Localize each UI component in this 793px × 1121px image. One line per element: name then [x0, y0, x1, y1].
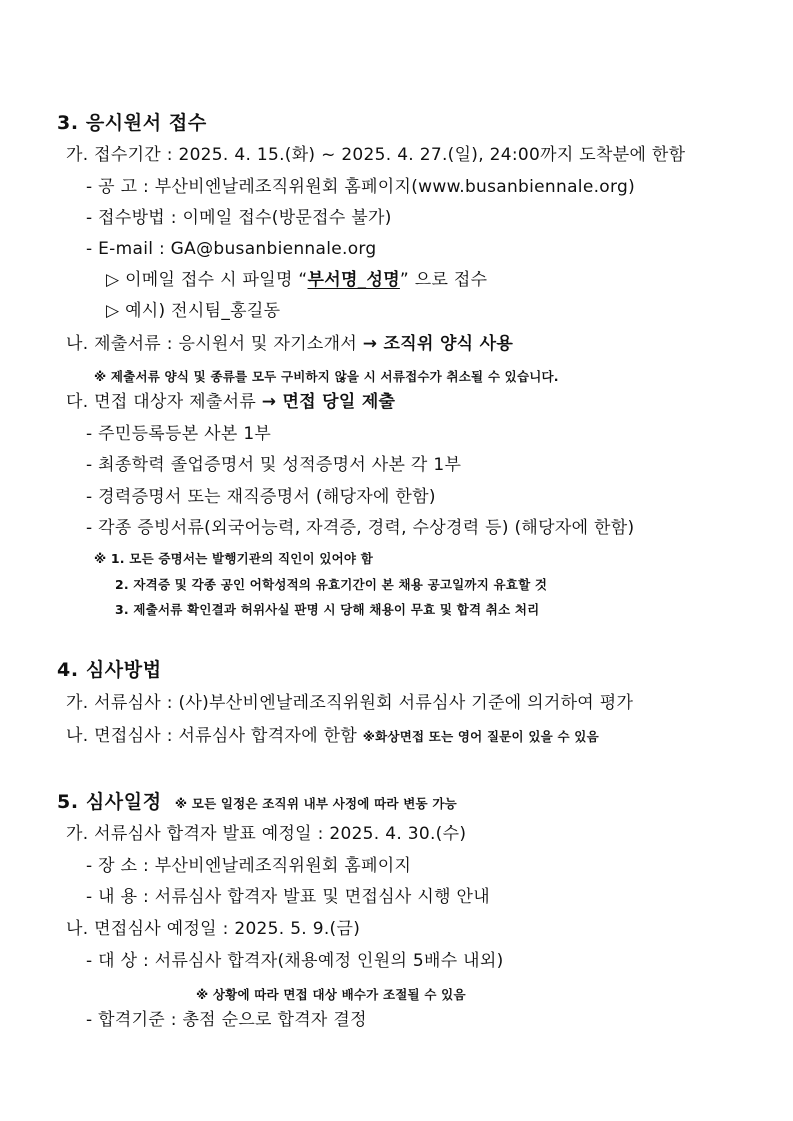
sec5-interview-target: - 대 상 : 서류심사 합격자(채용예정 인원의 5배수 내외)	[86, 951, 504, 971]
sec3-filename-rule	[106, 268, 487, 292]
doc-item-certificates: - 각종 증빙서류(외국어능력, 자격증, 경력, 수상경력 등) (해당자에 한함)	[86, 518, 635, 538]
sec5-interview-note: ※ 상황에 따라 면접 대상 배수가 조절될 수 있음	[196, 987, 466, 1002]
interview-screening-text: 나. 면접심사 : 서류심사 합격자에 한함	[66, 726, 363, 746]
filename-rule-format: 부서명_성명	[307, 270, 400, 290]
submission-docs-emphasis: → 조직위 양식 사용	[362, 334, 514, 354]
section-3-heading: 3. 응시원서 접수	[57, 112, 207, 134]
section-5-note: ※ 모든 일정은 조직위 내부 사정에 따라 변동 가능	[174, 796, 457, 811]
sec3-receipt-method: - 접수방법 : 이메일 접수(방문접수 불가)	[86, 208, 392, 228]
sec5-doc-result-date: 가. 서류심사 합격자 발표 예정일 : 2025. 4. 30.(수)	[66, 824, 467, 844]
sec3-interview-docs	[66, 390, 395, 414]
sec3-cert-note-1: ※ 1. 모든 증명서는 발행기관의 직인이 있어야 함	[94, 551, 374, 566]
sec3-receipt-period: 가. 접수기간 : 2025. 4. 15.(화) ~ 2025. 4. 27.(일), 24:00까지 도착분에 한함	[66, 145, 686, 165]
sec3-announcement: - 공 고 : 부산비엔날레조직위원회 홈페이지(www.busanbiennale.org)	[86, 177, 635, 197]
submission-docs-text: 나. 제출서류 : 응시원서 및 자기소개서	[66, 334, 363, 354]
sec5-result-place: - 장 소 : 부산비엔날레조직위원회 홈페이지	[86, 856, 412, 876]
section-5-title: 5. 심사일정	[57, 791, 162, 813]
sec3-cert-note-3: 3. 제출서류 확인결과 허위사실 판명 시 당해 채용이 무효 및 합격 취소 처리	[115, 602, 540, 617]
sec3-submission-note: ※ 제출서류 양식 및 종류를 모두 구비하지 않을 시 서류접수가 취소될 수 있습니다.	[94, 369, 559, 384]
sec3-filename-example: ▷ 예시) 전시팀_홍길동	[106, 301, 281, 321]
doc-item-education: - 최종학력 졸업증명서 및 성적증명서 사본 각 1부	[86, 455, 462, 475]
sec5-interview-date: 나. 면접심사 예정일 : 2025. 5. 9.(금)	[66, 919, 361, 939]
section-4-heading: 4. 심사방법	[57, 659, 162, 681]
sec4-document-screening: 가. 서류심사 : (사)부산비엔날레조직위원회 서류심사 기준에 의거하여 평가	[66, 693, 634, 713]
interview-screening-note: ※화상면접 또는 영어 질문이 있을 수 있음	[362, 729, 599, 744]
section-5-heading	[57, 790, 457, 816]
doc-item-resident-register: - 주민등록등본 사본 1부	[86, 424, 272, 444]
interview-docs-emphasis: → 면접 당일 제출	[261, 392, 396, 412]
sec3-cert-note-2: 2. 자격증 및 각종 공인 어학성적의 유효기간이 본 채용 공고일까지 유효할 것	[115, 577, 548, 592]
interview-docs-text: 다. 면접 대상자 제출서류	[66, 392, 262, 412]
sec5-result-content: - 내 용 : 서류심사 합격자 발표 및 면접심사 시행 안내	[86, 887, 490, 907]
sec5-pass-criteria: - 합격기준 : 총점 순으로 합격자 결정	[86, 1010, 367, 1030]
sec4-interview-screening	[66, 724, 599, 749]
sec3-submission-docs	[66, 332, 513, 356]
filename-rule-prefix: ▷ 이메일 접수 시 파일명 “	[106, 270, 308, 290]
sec3-email: - E-mail : GA@busanbiennale.org	[86, 239, 377, 259]
filename-rule-suffix: ” 으로 접수	[399, 270, 488, 290]
doc-item-career: - 경력증명서 또는 재직증명서 (해당자에 한함)	[86, 487, 436, 507]
